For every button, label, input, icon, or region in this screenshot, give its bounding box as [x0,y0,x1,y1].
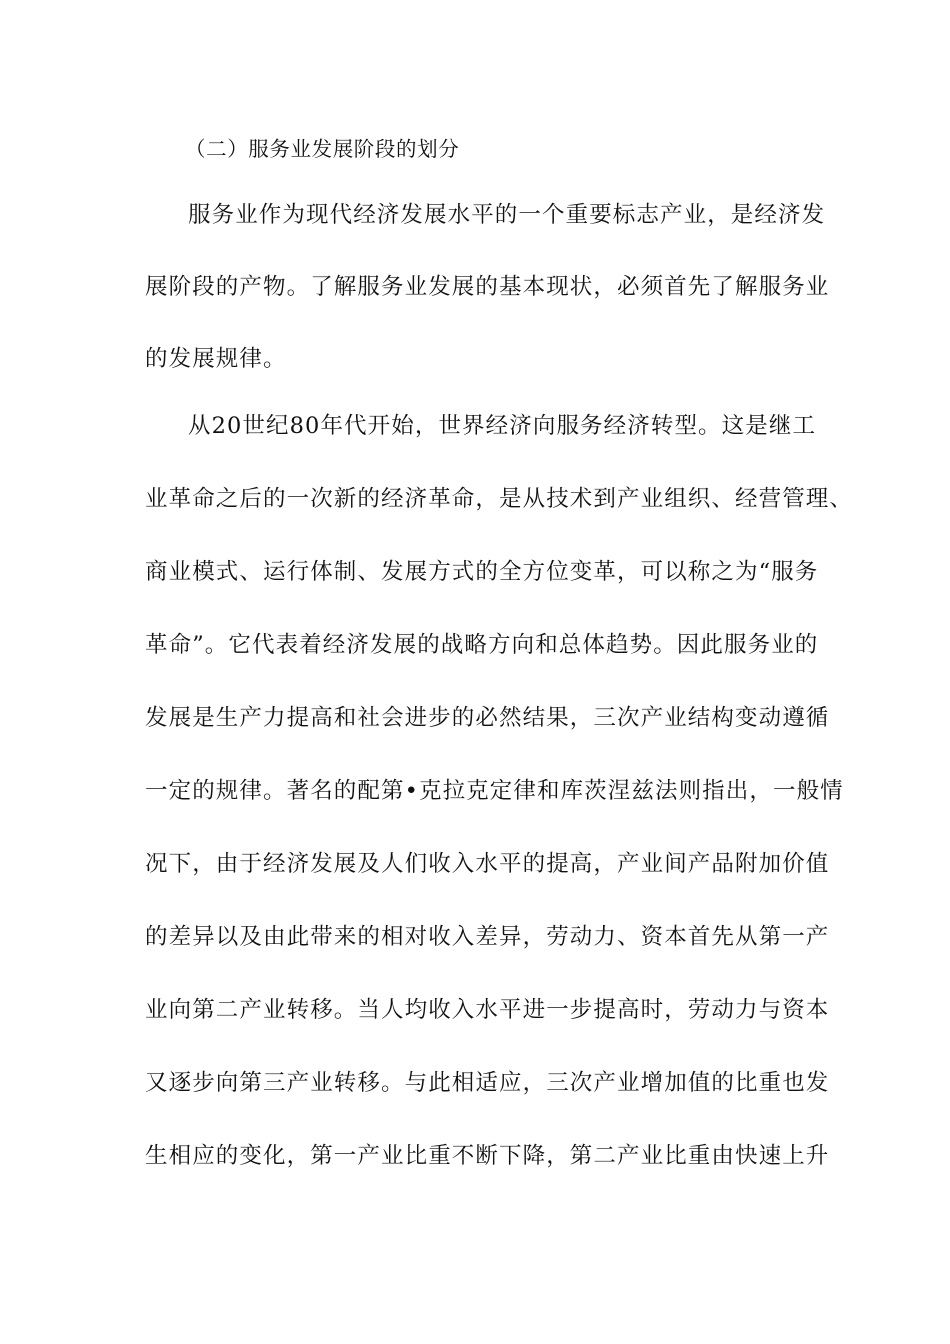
section-heading: （二）服务业发展阶段的划分 [185,137,460,161]
paragraph-2-line-7: 况下，由于经济发展及人们收入水平的提高，产业间产品附加价值 [145,851,830,877]
paragraph-1-line-1: 服务业作为现代经济发展水平的一个重要标志产业，是经济发 [188,202,826,228]
paragraph-2-line-2: 业革命之后的一次新的经济革命，是从技术到产业组织、经营管理、 [145,486,854,512]
paragraph-1-line-3: 的发展规律。 [145,346,287,372]
paragraph-2-line-11: 生相应的变化，第一产业比重不断下降，第二产业比重由快速上升 [145,1143,830,1169]
paragraph-2-line-3: 商业模式、运行体制、发展方式的全方位变革，可以称之为“服务 [145,559,819,585]
paragraph-2-line-1: 从20世纪80年代开始，世界经济向服务经济转型。这是继工 [188,413,817,439]
paragraph-1-line-2: 展阶段的产物。了解服务业发展的基本现状，必须首先了解服务业 [145,274,830,300]
paragraph-2-line-4: 革命”。它代表着经济发展的战略方向和总体趋势。因此服务业的 [145,632,819,658]
paragraph-2-line-6: 一定的规律。著名的配第•克拉克定律和库茨涅兹法则指出，一般情 [145,778,844,804]
paragraph-2-line-8: 的差异以及由此带来的相对收入差异，劳动力、资本首先从第一产 [145,924,830,950]
paragraph-2-line-5: 发展是生产力提高和社会进步的必然结果，三次产业结构变动遵循 [145,705,830,731]
paragraph-2-line-9: 业向第二产业转移。当人均收入水平进一步提高时，劳动力与资本 [145,997,830,1023]
paragraph-2-line-10: 又逐步向第三产业转移。与此相适应，三次产业增加值的比重也发 [145,1070,830,1096]
